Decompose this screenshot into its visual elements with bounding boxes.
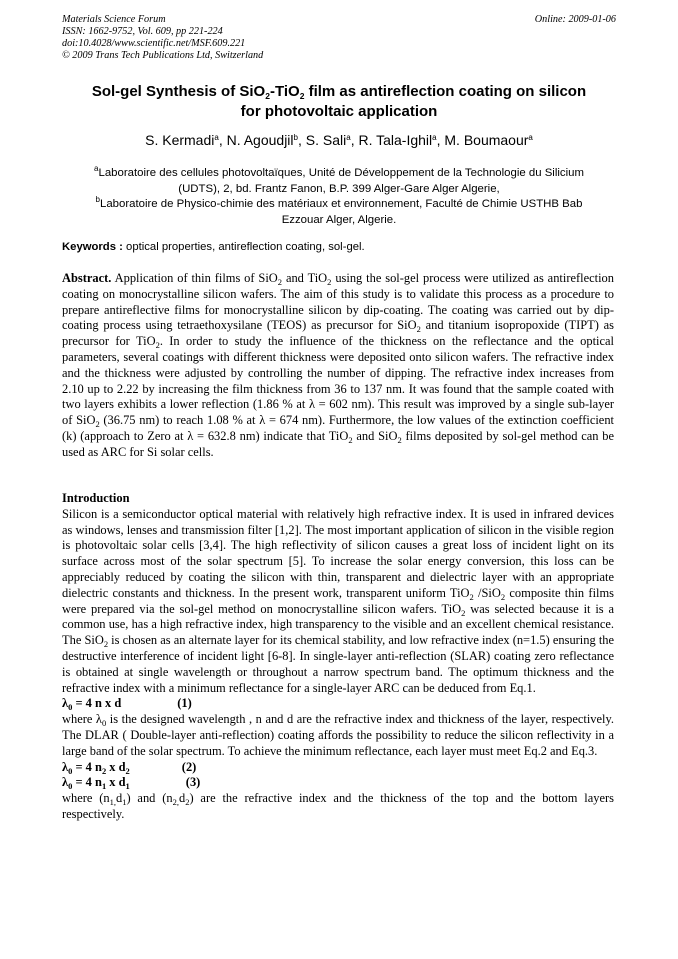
keywords-text: optical properties, antireflection coating, sol-gel. [122,241,365,253]
intro-paragraph: Silicon is a semiconductor optical material with relatively high refractive index. It is used in infrared devices as windows, lenses and transmission filter [1,2]. The most important application of silicon in the visible region is photovoltaic solar cells [3,4]. The high reflectivity of silicon causes a great loss of incident light on its surface across most of the solar spectrum [5]. To increase the solar energy conversion, this loss can be appreciably reduced by coating the silicon with thin, transparent and dielectric layer with an appropriate dielectric constants and thickness. In the present work, transparent uniform TiO$_2$ /SiO$_2$ composite thin films were prepared via the sol-gel method on monocrystalline silicon wafers. TiO$_2$ was selected because it is a common use, has a high refractive index, high transparency to the visible and an excellent chemical resistance. The SiO$_2$ is chosen as an alternate layer for its chemical stability, and low refractive index (n=1.5) ensuring the destructive interference of incident light [6-8]. In single-layer anti-reflection (SLAR) coating zero reflectance is obtained at single wavelength or throughout a narrow spectrum band. The optimum thickness and the refractive index with a minimum reflectance for a single-layer ARC can be deduced from Eq.1. [62,506,615,695]
journal-name: Materials Science Forum [62,14,166,25]
section-heading: Introduction [62,491,130,505]
affiliation-a: $^a$Laboratoire des cellules photovoltaïques, Unité de Développement de la Technologie du Silicium (UDTS), 2, bd. Frantz Fanon, B.P. 399 Alger-Gare Alger Algerie, [94,164,584,195]
doi-line: doi:10.4028/www.scientific.net/MSF.609.221 [62,38,246,49]
introduction-section [62,491,614,823]
page-header [62,14,616,62]
affiliation-b: $^b$Laboratoire de Physico-chimie des matériaux et environnement, Faculté de Chimie USTHB Bab Ezzouar Alger, Algerie. [95,195,583,226]
intro-paragraph: where $\lambda_0$ is the designed wavelength , n and d are the refractive index and thickness of the layer, respectively. The DLAR ( Double-layer anti-reflection) coating affords the possibility to reduce the silicon reflectivity in a large band of the solar spectrum. To achieve the minimum reflectance, each layer must meet Eq.2 and Eq.3. [62,712,614,758]
abstract-label: Abstract. [62,271,112,285]
intro-paragraph: where $(n_{1,}d_1)$ and $(n_{2,}d_2)$ are the refractive index and the thickness of the top and the bottom layers respectively. [62,791,614,821]
author-name: N. Agoudjil [226,132,294,148]
equation-number: (3) [185,775,201,790]
issn-line: ISSN: 1662-9752, Vol. 609, pp 221-224 [62,26,223,37]
affiliations [62,166,616,228]
title-line-2: for photovoltaic application [240,103,438,120]
keywords-label: Keywords : [62,241,123,253]
author-list: S. Kermadi$^a$, N. Agoudjil$^b$, S. Sali$^a$, R. Tala-Ighil$^a$, M. Boumaour$^a$ [145,132,533,148]
author-name: S. Sali [305,132,347,148]
author-name: S. Kermadi [145,132,215,148]
online-date: Online: 2009-01-06 [534,14,616,25]
equation-number: (1) [177,696,192,711]
keywords [62,240,616,254]
copyright-line: © 2009 Trans Tech Publications Ltd, Switzerland [62,50,264,61]
equation-1: $\lambda_0 = 4$ n x d (1) [62,696,192,713]
abstract: Abstract. Application of thin films of SiO$_2$ and TiO$_2$ using the sol-gel process were utilized as antireflection coating on monocrystalline silicon wafers. The aim of this study is to validate this process as a procedure to prepare antireflective films for monocrystalline silicon by dip-coating. The coating was carried out by dip-coating process using tetraethoxysilane (TEOS) as precursor for SiO$_2$ and titanium isopropoxide (TIPT) as precursor for TiO$_2$. In order to study the influence of the thickness on the reflectance and the optical parameters, several coatings with different thickness were deposited onto silicon wafers. The refractive index and the thickness were adjusted by controlling the number of dipping. The refractive index increases from 2.10 up to 2.22 by increasing the film thickness from 36 to 137 nm. It was found that the sample coated with two layers exhibits a lower reflection (1.86 % at λ = 602 nm). This result was improved by a single sub-layer of SiO$_2$ (36.75 nm) to reach 1.08 % at λ = 674 nm). Furthermore, the low values of the extinction coefficient (k) (approach to Zero at λ = 632.8 nm) indicate that TiO$_2$ and SiO$_2$ films deposited by sol-gel method can be used as ARC for Si solar cells. [62,271,615,459]
equation-2: $\lambda_0 = 4$ $n_2$ x $d_2$ (2) [62,759,197,776]
equation-3: $\lambda_0 = 4$ $n_1$ x $d_1$ (3) [62,775,201,792]
author-name: M. Boumaour [444,132,529,148]
paper-title: Sol-gel Synthesis of SiO$_2$-TiO$_2$ film as antireflection coating on silicon for photovoltaic application [91,83,587,120]
equation-number: (2) [181,759,197,774]
author-name: R. Tala-Ighil [358,132,433,148]
